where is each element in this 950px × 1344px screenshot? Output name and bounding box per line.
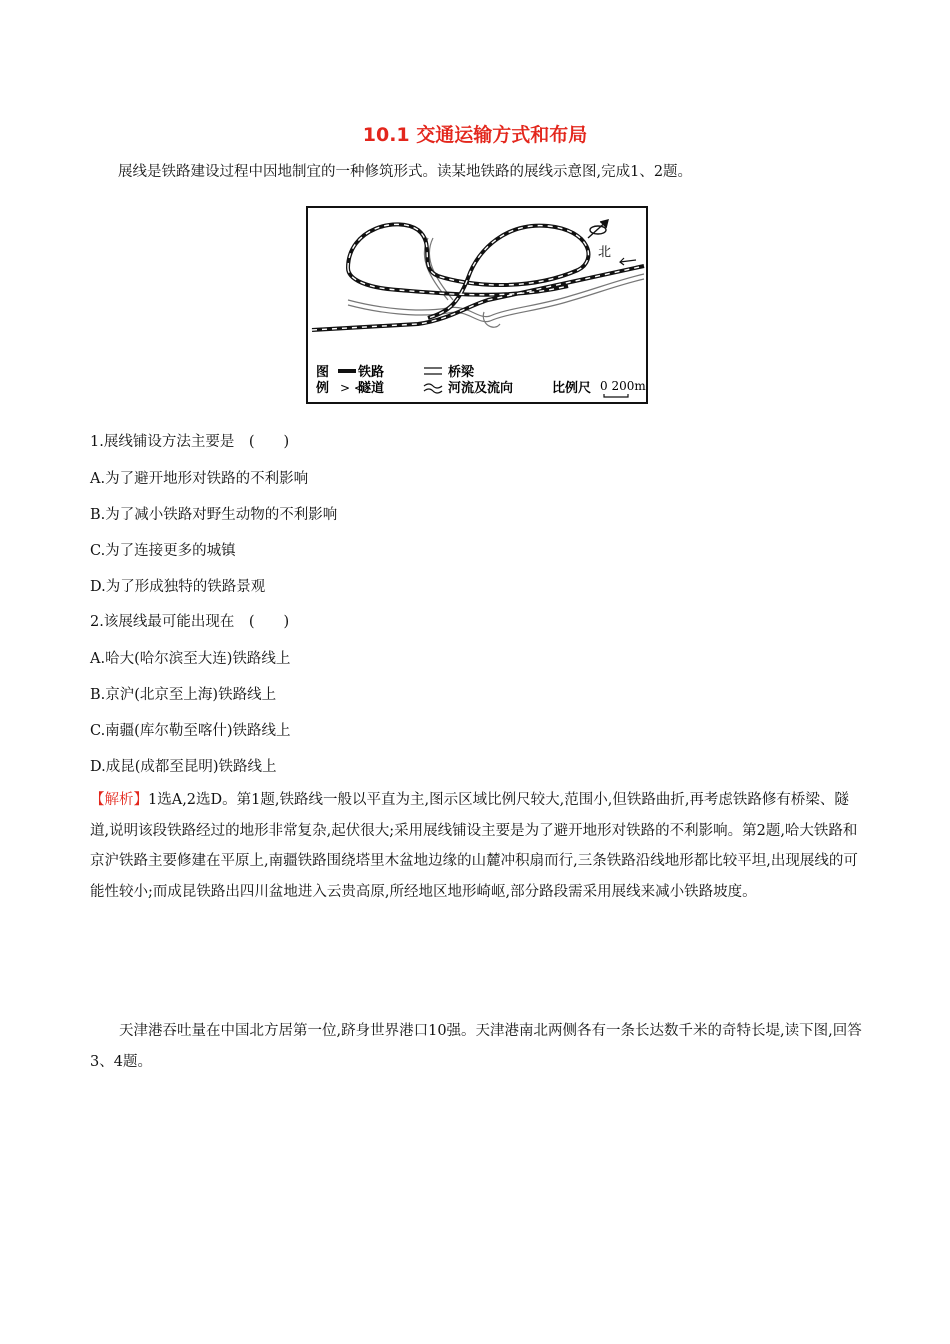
legend-river-label: 河流及流向 — [448, 381, 514, 396]
analysis-paragraph — [90, 785, 862, 907]
legend-tunnel-label: 隧道 — [358, 381, 385, 396]
question-2-option-c: C.南疆(库尔勒至喀什)铁路线上 — [90, 723, 291, 739]
analysis-tag: 【解析】 — [90, 792, 148, 808]
scale-label: 比例尺 — [552, 381, 592, 396]
question-2-option-d: D.成昆(成都至昆明)铁路线上 — [90, 759, 277, 775]
scale-value: 0 200m — [600, 379, 646, 393]
intro-text: 展线是铁路建设过程中因地制宜的一种修筑形式。读某地铁路的展线示意图,完成1、2题。 — [118, 164, 693, 180]
legend-rail-icon — [338, 369, 356, 373]
railway-figure — [306, 206, 648, 404]
question-1-option-a: A.为了避开地形对铁路的不利影响 — [90, 471, 309, 487]
north-label: 北 — [598, 245, 612, 260]
question-1-option-b: B.为了减小铁路对野生动物的不利影响 — [90, 507, 338, 523]
legend-rail-label: 铁路 — [358, 365, 385, 380]
legend-tunnel-icon: > < — [340, 381, 364, 395]
next-intro-paragraph: 天津港吞吐量在中国北方居第一位,跻身世界港口10强。天津港南北两侧各有一条长达数千米的奇特长堤,读下图,回答3、4题。 — [90, 1023, 862, 1070]
scale-bar — [604, 394, 628, 397]
legend-title-1: 图 — [316, 365, 330, 380]
legend-river-icon — [424, 384, 442, 393]
legend-title-2: 例 — [316, 381, 330, 396]
flow-arrow-icon — [620, 258, 636, 265]
question-2-option-b: B.京沪(北京至上海)铁路线上 — [90, 687, 277, 703]
analysis-text: 1选A,2选D。第1题,铁路线一般以平直为主,图示区域比例尺较大,范围小,但铁路曲折,再考虑铁路修有桥梁、隧道,说明该段铁路经过的地形非常复杂,起伏很大;采用展线铺设主要是为了避开地形对铁路的不利影响。第2题,哈大铁路和京沪铁路主要修建在平原上,南疆铁路围绕塔里木盆地边缘的山麓冲积扇而行,三条铁路沿线地形都比较平坦,出现展线的可能性较小;而成昆铁路出四川盆地进入云贵高原,所经地区地形崎岖,部分路段需采用展线来减小铁路坡度。 — [90, 792, 858, 900]
north-arrow-icon — [588, 220, 608, 238]
question-1-option-c: C.为了连接更多的城镇 — [90, 543, 236, 559]
question-2-option-a: A.哈大(哈尔滨至大连)铁路线上 — [90, 651, 291, 667]
question-1-option-d: D.为了形成独特的铁路景观 — [90, 579, 266, 595]
railway-map — [308, 208, 646, 402]
legend-bridge-icon — [424, 368, 442, 374]
question-2-stem: 2.该展线最可能出现在 ( ) — [90, 614, 290, 630]
page-title: 10.1 交通运输方式和布局 — [362, 124, 588, 146]
question-1-stem: 1.展线铺设方法主要是 ( ) — [90, 434, 290, 450]
legend-bridge-label: 桥梁 — [448, 365, 475, 380]
